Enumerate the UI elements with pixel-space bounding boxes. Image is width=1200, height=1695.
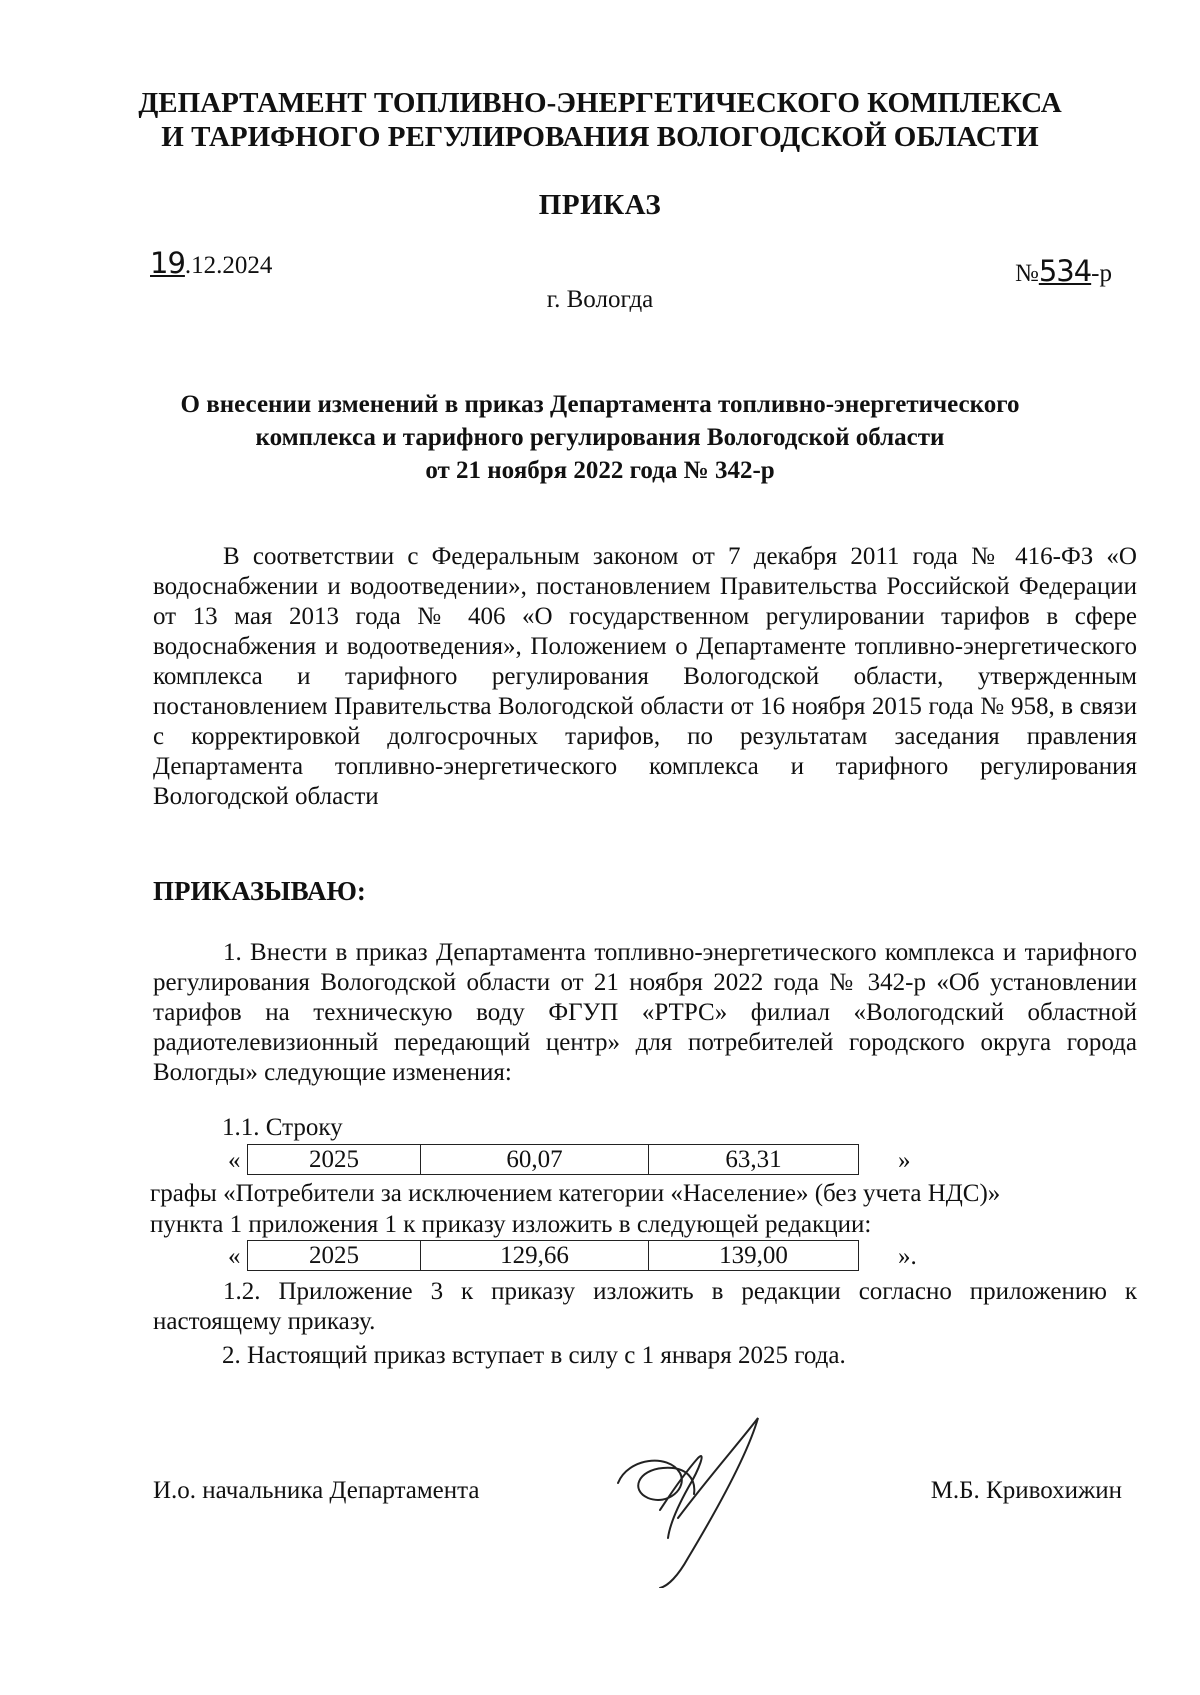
date-month-year: .12.2024 <box>184 252 273 279</box>
new-row-table <box>0 1240 1200 1274</box>
item-1: 1. Внести в приказ Департамента топливно-энергетического комплекса и тарифного регулирования Вологодской области от 21 ноября 2022 года № 342-р «Об установлении тарифов на техническую воду ФГУП «РТРС» филиал «Вологодский областной радиотелевизионный передающий центр» для потребителей городского округа города Вологды» следующие изменения: <box>153 939 1137 1086</box>
department-line-1: ДЕПАРТАМЕНТ ТОПЛИВНО-ЭНЕРГЕТИЧЕСКОГО КОМПЛЕКСА <box>138 87 1062 119</box>
old-row-close-quote: » <box>898 1147 911 1174</box>
signatory-title: И.о. начальника Департамента <box>153 1477 480 1504</box>
new-row-value-1: 129,66 <box>421 1240 649 1271</box>
department-line-2: И ТАРИФНОГО РЕГУЛИРОВАНИЯ ВОЛОГОДСКОЙ ОБЛАСТИ <box>161 121 1039 153</box>
title-line-1: О внесении изменений в приказ Департамента топливно-энергетического <box>180 391 1020 418</box>
item-1-2: 1.2. Приложение 3 к приказу изложить в редакции согласно приложению к настоящему приказу. <box>153 1278 1137 1335</box>
old-row-open-quote: « <box>228 1147 241 1174</box>
new-row-close-quote: ». <box>898 1243 917 1270</box>
title-line-2: комплекса и тарифного регулирования Вологодской области <box>255 424 945 451</box>
new-row-value-2: 139,00 <box>649 1240 859 1271</box>
new-row-year: 2025 <box>247 1240 421 1271</box>
basis-paragraph: В соответствии с Федеральным законом от 7 декабря 2011 года № 416-ФЗ «О водоснабжении и водоотведении», постановлением Правительства Российской Федерации от 13 мая 2013 года № 406 «О государственном регулировании тарифов в сфере водоснабжения и водоотведения», Положением о Департаменте топливно-энергетического комплекса и тарифного регулирования Вологодской области, утвержденным постановлением Правительства Вологодской области от 16 ноября 2015 года № 958, в связи с корректировкой долгосрочных тарифов, по результатам заседания правления Департамента топливно-энергетического комплекса и тарифного регулирования Вологодской области <box>153 543 1137 810</box>
column-text: графы «Потребители за исключением категории «Население» (без учета НДС)» <box>150 1180 1001 1207</box>
order-title <box>0 388 1200 487</box>
old-row-year: 2025 <box>247 1144 421 1175</box>
old-row-value-2: 63,31 <box>649 1144 859 1175</box>
document-type: ПРИКАЗ <box>538 189 662 221</box>
handwritten-day: 19 <box>150 246 185 280</box>
item-1-1-label: 1.1. Строку <box>222 1114 343 1141</box>
old-row-value-1: 60,07 <box>421 1144 649 1175</box>
order-number <box>1015 254 1112 288</box>
title-line-3: от 21 ноября 2022 года № 342-р <box>425 457 775 484</box>
signatory-name: М.Б. Кривохижин <box>930 1477 1122 1504</box>
new-row-open-quote: « <box>228 1243 241 1270</box>
handwritten-number: 534 <box>1038 254 1092 288</box>
point-text: пункта 1 приложения 1 к приказу изложить в следующей редакции: <box>150 1211 872 1238</box>
item-2: 2. Настоящий приказ вступает в силу с 1 января 2025 года. <box>222 1342 846 1369</box>
order-word: ПРИКАЗЫВАЮ: <box>153 876 366 906</box>
city: г. Вологда <box>546 286 654 313</box>
signature-image <box>608 1398 808 1588</box>
order-date <box>150 246 272 280</box>
number-prefix: № <box>1014 260 1039 287</box>
old-row-table <box>0 1144 1200 1178</box>
department-name <box>0 86 1200 154</box>
number-suffix: -р <box>1091 260 1112 287</box>
